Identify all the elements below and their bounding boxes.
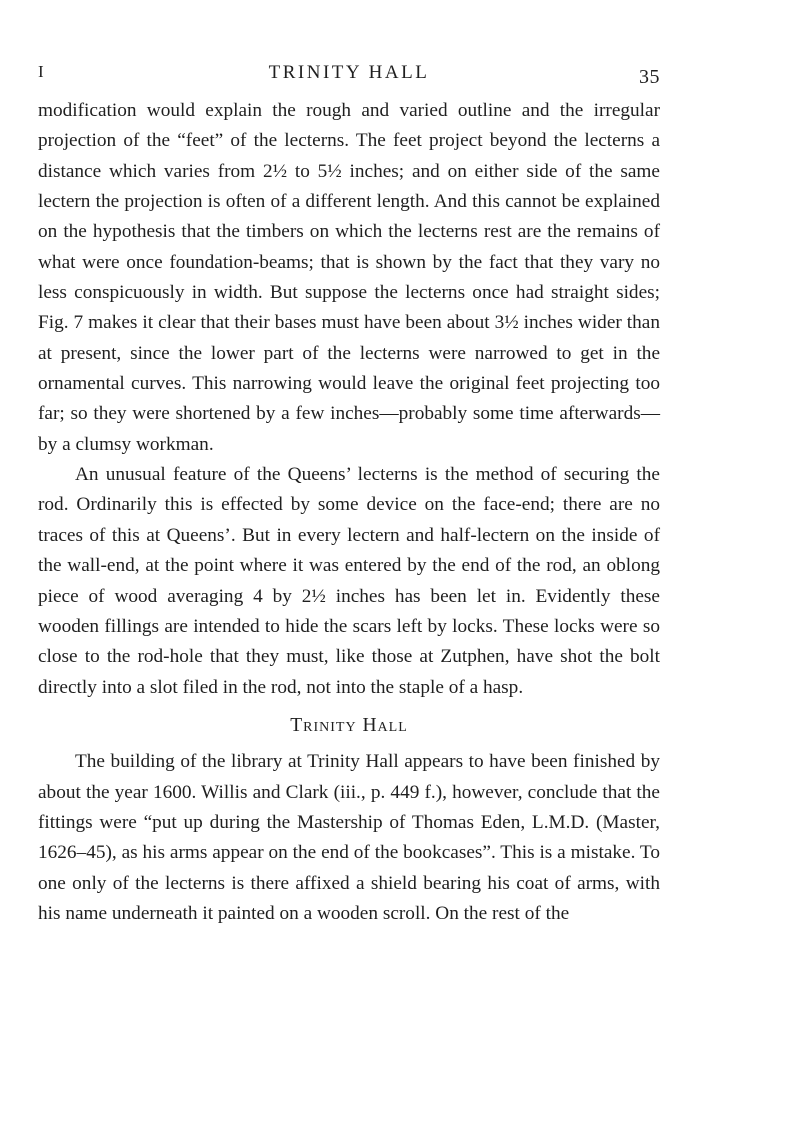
paragraph-trinity-hall: The building of the library at Trinity Hall appears to have been finished by about the year 1600. Willis and Clark (iii., p. 449 f.), however, conclude that the fittings were “put up during the Mastership of Thomas Eden, L.M.D. (Master, 1626–45), as his arms appear on the end of the bookcases”. This is a mistake. To one only of the lecterns is there affixed a shield bearing his coat of arms, with his name underneath it painted on a wooden scroll. On the rest of the: [38, 751, 660, 924]
body-text: [38, 96, 660, 929]
page-number: 35: [639, 66, 660, 88]
running-title: TRINITY HALL: [268, 62, 430, 83]
section-heading: Trinity Hall: [290, 714, 408, 736]
running-head: [38, 58, 660, 92]
book-page: [38, 58, 660, 929]
chapter-number: I: [38, 62, 46, 81]
paragraph-continued: modification would explain the rough and varied outline and the irregular projection of the “feet” of the lecterns. The feet project beyond the lecterns a distance which varies from 2½ to 5½ inches; and on either side of the same lectern the projection is often of a different length. And this cannot be explained on the hypothesis that the timbers on which the lecterns rest are the remains of what were once foundation-beams; that is shown by the fact that they vary no less conspicuously in width. But suppose the lecterns once had straight sides; Fig. 7 makes it clear that their bases must have been about 3½ inches wider than at present, since the lower part of the lecterns were narrowed to get in the ornamental curves. This narrowing would leave the original feet projecting too far; so they were shortened by a few inches—probably some time afterwards—by a clumsy workman.: [38, 100, 660, 455]
paragraph-queens-lecterns: An unusual feature of the Queens’ lecterns is the method of securing the rod. Ordinarily this is effected by some device on the face-end; there are no traces of this at Queens’. But in every lectern and half-lectern on the inside of the wall-end, at the point where it was entered by the end of the rod, an oblong piece of wood averaging 4 by 2½ inches has been let in. Evidently these wooden fillings are intended to hide the scars left by locks. These locks were so close to the rod-hole that they must, like those at Zutphen, have shot the bolt directly into a slot filed in the rod, not into the staple of a hasp.: [38, 464, 660, 698]
